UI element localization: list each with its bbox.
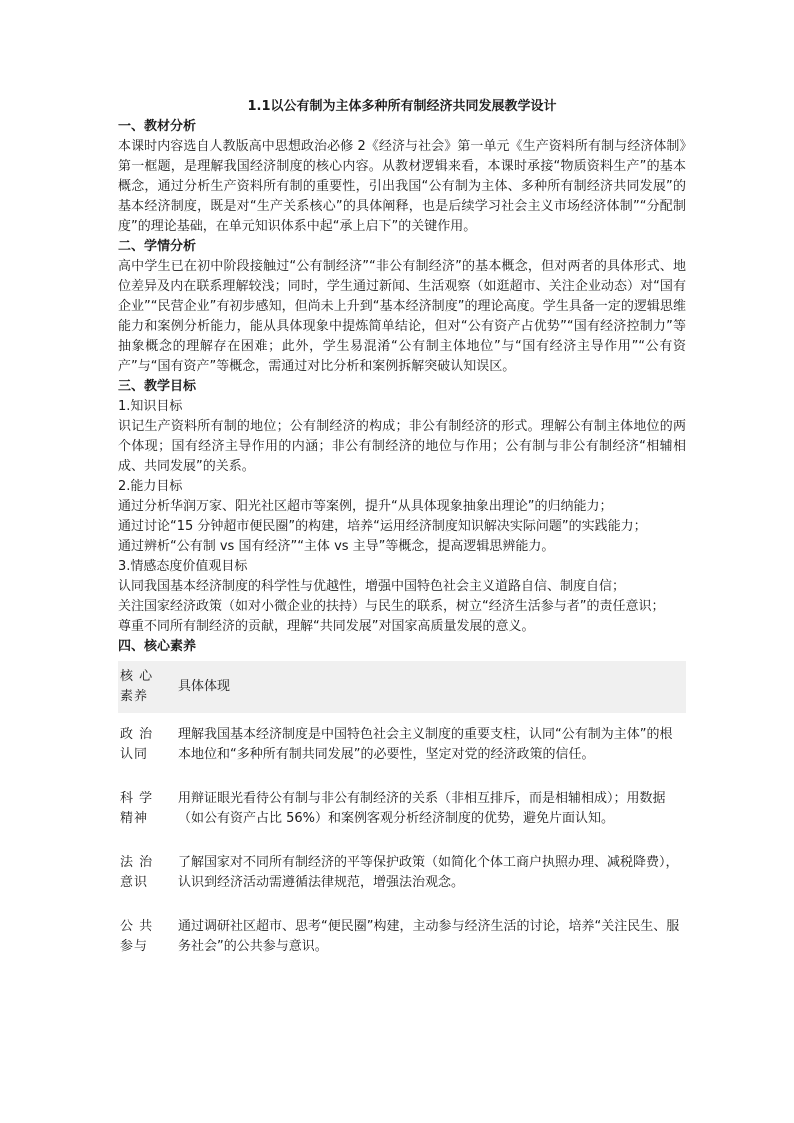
goal-values-line-3: 尊重不同所有制经济的贡献，理解“共同发展”对国家高质量发展的意义。 [118,619,535,634]
goal-knowledge-text: 识记生产资料所有制的地位；公有制经济的构成；非公有制经济的形式。理解公有制主体地位的两个体现；国有经济主导作用的内涵；非公有制经济的地位与作用；公有制与非公有制经济“相辅相成、共同发展”的关系。 [118,419,686,474]
table-cell-literacy: 科 学 精神 [120,791,154,826]
table-header-cell: 具体体现 [172,661,686,713]
table-cell-literacy: 公 共 参与 [120,919,154,954]
table-cell-description: 用辩证眼光看待公有制与非公有制经济的关系（非相互排斥，而是相辅相成）；用数据（如公有资产占比 56%）和案例客观分析经济制度的优势，避免片面认知。 [178,791,666,826]
table-row [118,905,686,969]
document-page [118,97,686,969]
table-header-row [118,661,686,713]
table-row [118,713,686,777]
table-cell-literacy: 政 治 认同 [120,727,154,762]
goal-values-line-1: 认同我国基本经济制度的科学性与优越性，增强中国特色社会主义道路自信、制度自信； [118,579,626,594]
section-text-textbook: 本课时内容选自人教版高中思想政治必修 2《经济与社会》第一单元《生产资料所有制与经济体制》第一框题，是理解我国经济制度的核心内容。从教材逻辑来看，本课时承接“物质资料生产”的基本概念，通过分析生产资料所有制的重要性，引出我国“公有制为主体、多种所有制经济共同发展”的基本经济制度，既是对“生产关系核心”的具体阐释，也是后续学习社会主义市场经济体制”“分配制度”的理论基础，在单元知识体系中起“承上启下”的关键作用。 [118,139,686,234]
goal-ability-line-1: 通过分析华润万家、阳光社区超市等案例，提升“从具体现象抽象出理论”的归纳能力； [118,499,613,514]
section-text-students: 高中学生已在初中阶段接触过“公有制经济”“非公有制经济”的基本概念，但对两者的具体形式、地位差异及内在联系理解较浅；同时，学生通过新闻、生活观察（如逛超市、关注企业动态）对“国有企业”“民营企业”有初步感知，但尚未上升到“基本经济制度”的理论高度。学生具备一定的逻辑思维能力和案例分析能力，能从具体现象中提炼简单结论，但对“公有资产占优势”“国有经济控制力”等抽象概念的理解存在困难；此外，学生易混淆“公有制主体地位”与“国有经济主导作用”“公有资产”与“国有资产”等概念，需通过对比分析和案例拆解突破认知误区。 [118,259,686,374]
core-literacy-table [118,661,686,969]
goal-values-title: 3.情感态度价值观目标 [118,559,248,574]
goal-ability-line-2: 通过讨论“15 分钟超市便民圈”的构建，培养“运用经济制度知识解决实际问题”的实践能力； [118,519,647,534]
goal-ability-title: 2.能力目标 [118,479,183,494]
document-title: 1.1以公有制为主体多种所有制经济共同发展教学设计 [247,99,557,114]
section-heading-textbook: 一、教材分析 [118,119,197,134]
table-row [118,841,686,905]
table-cell-description: 通过调研社区超市、思考“便民圈”构建，主动参与经济生活的讨论，培养“关注民生、服务社会”的公共参与意识。 [178,919,680,954]
table-header-cell: 核 心 素养 [118,661,172,713]
table-cell-description: 了解国家对不同所有制经济的平等保护政策（如简化个体工商户执照办理、减税降费），认识到经济活动需遵循法律规范，增强法治观念。 [178,855,679,890]
goal-values-line-2: 关注国家经济政策（如对小微企业的扶持）与民生的联系，树立“经济生活参与者”的责任意识； [118,599,665,614]
section-heading-students: 二、学情分析 [118,239,197,254]
table-cell-description: 理解我国基本经济制度是中国特色社会主义制度的重要支柱，认同“公有制为主体”的根本地位和“多种所有制共同发展”的必要性，坚定对党的经济政策的信任。 [178,727,673,762]
table-row [118,777,686,841]
table-cell-literacy: 法 治 意识 [120,855,154,890]
goal-knowledge-title: 1.知识目标 [118,399,183,414]
goal-ability-line-3: 通过辨析“公有制 vs 国有经济”“主体 vs 主导”等概念，提高逻辑思辨能力。 [118,539,555,554]
section-heading-core: 四、核心素养 [118,639,197,654]
section-heading-goals: 三、教学目标 [118,379,197,394]
